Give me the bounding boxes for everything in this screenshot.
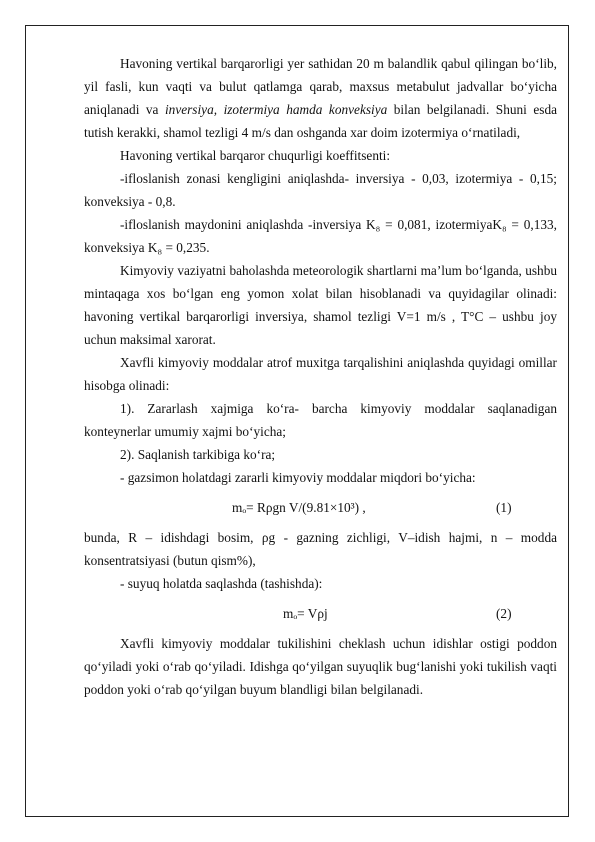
- formula-number: (2): [496, 606, 512, 621]
- emphasis-text: inversiya, izotermiya hamda konveksiya: [164, 102, 388, 117]
- paragraph-conclusion: Xavfli kimyoviy moddalar tukilishini cheklash uchun idishlar ostigi poddon qo‘yiladi yoki o‘rab qo‘yiladi. Idishga qo‘yilgan suyuqlik bug‘lanishi yoki tukilish vaqti poddon yoki o‘rab qo‘yilgan buyum blandligi bilan belgilanadi.: [84, 636, 557, 697]
- paragraph-definitions: bunda, R – idishdagi bosim, ρg - gazning zichligi, V–idish hajmi, n – modda konsentratsiyasi (butun qism%),: [84, 530, 557, 568]
- text: bilan belgilanadi. Shuni esda tutish kerakki, shamol tezligi 4 m/s dan oshganda xar doim izotermiya o‘rnatiladi,: [84, 102, 557, 140]
- text: Havoning vertikal barqarorligi yer sathidan 20 m balandlik qabul qilingan bo‘lib, yil fasli, kun vaqti va bulut qatlamga qarab, maxsus metabulut jadvallar bo‘yicha aniqlanadi va: [84, 56, 557, 117]
- paragraph-coefficient-heading: Havoning vertikal barqaror chuqurligi koeffitsenti:: [120, 148, 391, 163]
- paragraph-factors: Xavfli kimyoviy moddalar atrof muxitga tarqalishini aniqlashda quyidagi omillar hisobga olinadi:: [84, 355, 557, 393]
- formula-2: [84, 595, 557, 632]
- paragraph-liquid-state: - suyuq holatda saqlashda (tashishda):: [120, 576, 323, 591]
- document-body: [84, 52, 557, 701]
- paragraph-zone-width: -ifloslanish zonasi kengligini aniqlashda- inversiya - 0,03, izotermiya - 0,15; konveksiya - 0,8.: [84, 171, 557, 209]
- paragraph-item-2: 2). Saqlanish tarkibiga ko‘ra;: [120, 447, 276, 462]
- formula-number: (1): [496, 500, 512, 515]
- paragraph-gas-state: - gazsimon holatdagi zararli kimyoviy moddalar miqdori bo‘yicha:: [120, 470, 476, 485]
- formula-1: [84, 489, 557, 526]
- paragraph-assessment: Kimyoviy vaziyatni baholashda meteorologik shartlarni ma’lum bo‘lganda, ushbu mintaqaga xos bo‘lgan eng yomon xolat bilan hisoblanadi va quyidagilar olinadi: havoning vertikal barqarorligi inversiya, shamol tezligi V=1 m/s , T°C – ushbu joy uchun maksimal xarorat.: [84, 263, 557, 347]
- formula-expression: mₒ= Vρj: [283, 606, 328, 621]
- formula-expression: mₒ= Rρgn V/(9.81×10³) ,: [232, 500, 366, 515]
- paragraph-item-1: 1). Zararlash xajmiga ko‘ra- barcha kimyoviy moddalar saqlanadigan konteynerlar umumiy xajmi bo‘yicha;: [84, 401, 557, 439]
- paragraph-area: -ifloslanish maydonini aniqlashda -inversiya K₈ = 0,081, izotermiyaK₈ = 0,133, konveksiya K₈ = 0,235.: [84, 217, 557, 255]
- paragraph-intro: [84, 52, 557, 144]
